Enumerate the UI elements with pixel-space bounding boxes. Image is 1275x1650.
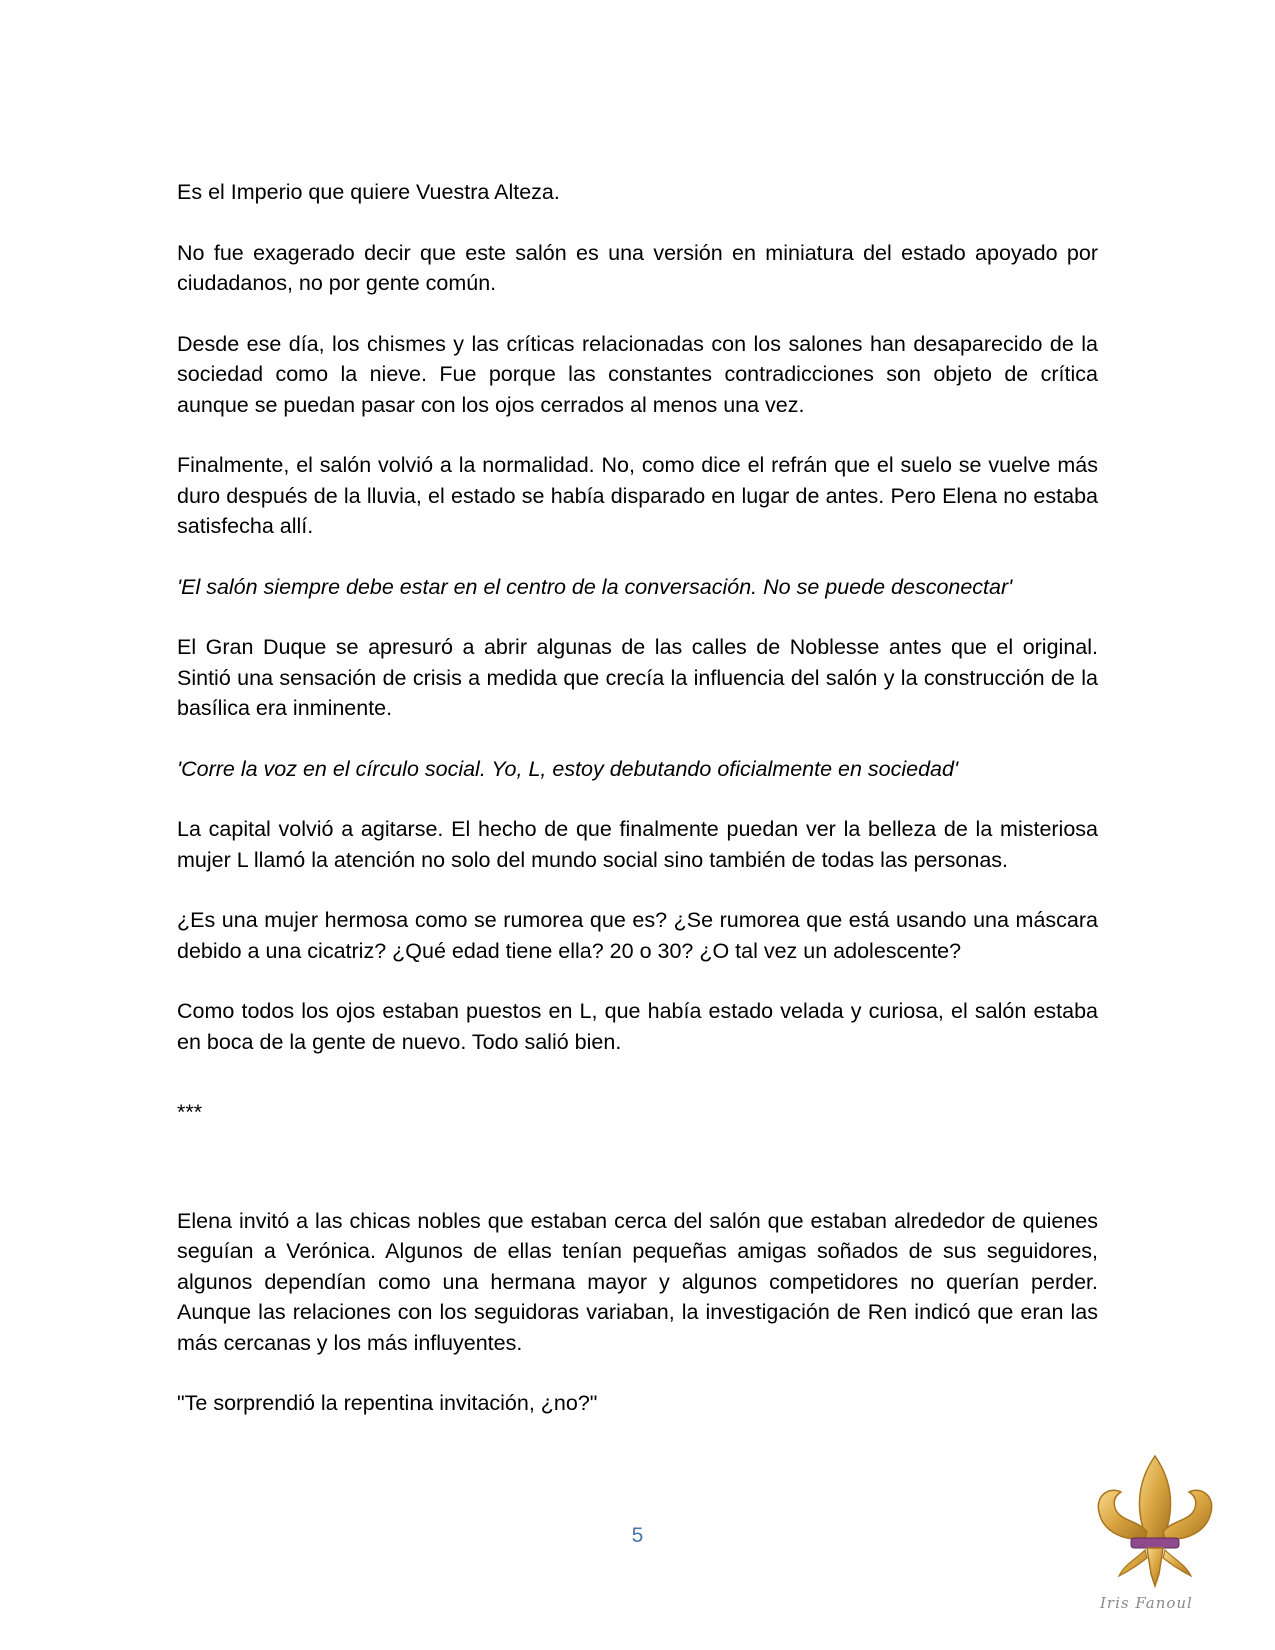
paragraph-2: No fue exagerado decir que este salón es una versión en miniatura del estado apoyado por ciudadanos, no por gente común. — [177, 240, 1098, 295]
paragraph-3: Desde ese día, los chismes y las críticas relacionadas con los salones han desaparecido de la sociedad como la nieve. Fue porque las constantes contradicciones son objeto de crítica aunque se puedan pasar con los ojos cerrados al menos una vez. — [177, 331, 1098, 417]
page-number: 5 — [631, 1524, 644, 1547]
paragraph-7-italic: 'Corre la voz en el círculo social. Yo, L, estoy debutando oficialmente en sociedad' — [177, 756, 959, 781]
paragraph-9: ¿Es una mujer hermosa como se rumorea que es? ¿Se rumorea que está usando una máscara debido a una cicatriz? ¿Qué edad tiene ella? 20 o 30? ¿O tal vez un adolescente? — [177, 908, 1098, 963]
paragraph-8: La capital volvió a agitarse. El hecho de que finalmente puedan ver la belleza de la misteriosa mujer L llamó la atención no solo del mundo social sino también de todas las personas. — [177, 817, 1098, 872]
paragraph-5-italic: 'El salón siempre debe estar en el centro de la conversación. No se puede desconectar' — [177, 574, 1013, 599]
paragraph-4: Finalmente, el salón volvió a la normalidad. No, como dice el refrán que el suelo se vuelve más duro después de la lluvia, el estado se había disparado en lugar de antes. Pero Elena no estaba satisfecha allí. — [177, 453, 1098, 538]
signature: Iris Fanoul — [1100, 1594, 1193, 1612]
scene-separator: *** — [177, 1100, 203, 1124]
document-body — [177, 177, 1098, 1449]
paragraph-1: Es el Imperio que quiere Vuestra Alteza. — [177, 180, 560, 204]
paragraph-6: El Gran Duque se apresuró a abrir algunas de las calles de Noblesse antes que el original. Sintió una sensación de crisis a medida que crecía la influencia del salón y la construcción de la basílica era inminente. — [177, 635, 1098, 720]
paragraph-11: Elena invitó a las chicas nobles que estaban cerca del salón que estaban alrededor de quienes seguían a Verónica. Algunos de ellas tenían pequeñas amigas soñados de sus seguidores, algunos dependían como una hermana mayor y algunos competidores no querían perder. Aunque las relaciones con los seguidoras variaban, la investigación de Ren indicó que eran las más cercanas y los más influyentes. — [177, 1208, 1098, 1355]
paragraph-10: Como todos los ojos estaban puestos en L, que había estado velada y curiosa, el salón estaba en boca de la gente de nuevo. Todo salió bien. — [177, 999, 1098, 1054]
paragraph-12: "Te sorprendió la repentina invitación, ¿no?" — [177, 1391, 598, 1415]
